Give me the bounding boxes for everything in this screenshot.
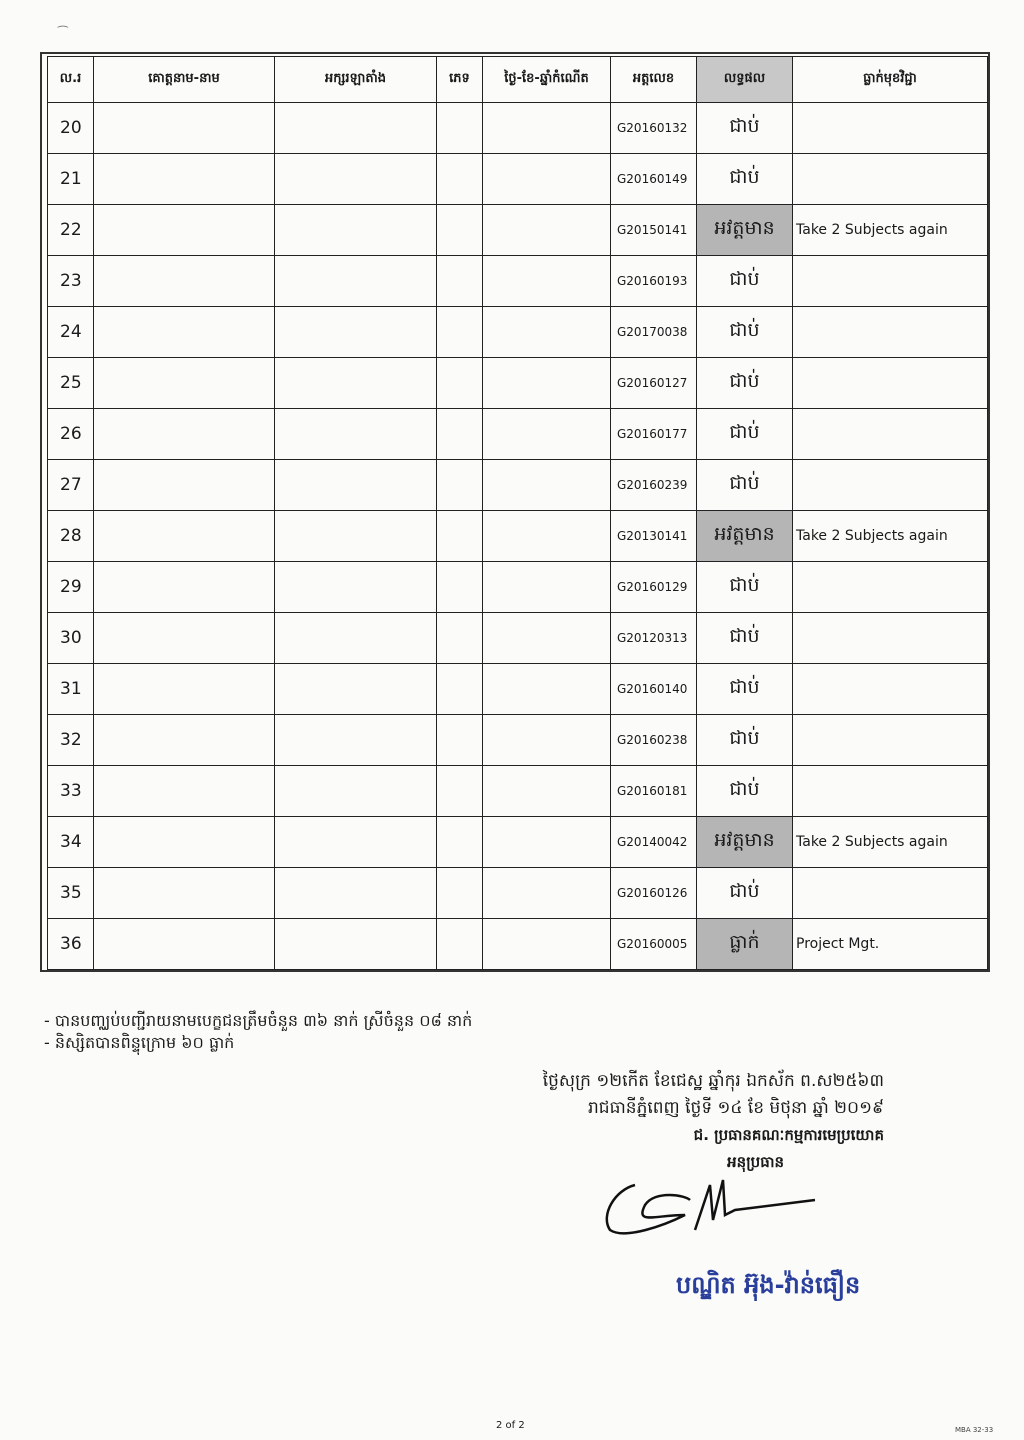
cell-latin-name [275, 103, 437, 154]
cell-result: ជាប់ [697, 613, 793, 664]
cell-dob [483, 511, 611, 562]
cell-student-id: G20160132 [611, 103, 697, 154]
cell-latin-name [275, 664, 437, 715]
cell-failed-subject [793, 103, 988, 154]
cell-dob [483, 460, 611, 511]
cell-sex [437, 511, 483, 562]
cell-khmer-name [94, 613, 275, 664]
signer-name: បណ្ឌិត អ៊ុង-វ៉ាន់ធឿន [676, 1271, 861, 1299]
cell-student-id: G20160140 [611, 664, 697, 715]
cell-dob [483, 154, 611, 205]
cell-result: ជាប់ [697, 766, 793, 817]
table-row [48, 511, 988, 562]
cell-result: អវត្តមាន [697, 817, 793, 868]
cell-latin-name [275, 715, 437, 766]
table-row [48, 664, 988, 715]
table-row [48, 103, 988, 154]
results-table-frame [40, 52, 990, 972]
cell-dob [483, 358, 611, 409]
cell-failed-subject [793, 766, 988, 817]
cell-failed-subject [793, 715, 988, 766]
table-row [48, 409, 988, 460]
cell-dob [483, 205, 611, 256]
handwritten-signature [595, 1145, 825, 1245]
cell-student-id: G20120313 [611, 613, 697, 664]
cell-failed-subject [793, 154, 988, 205]
cell-student-id: G20170038 [611, 307, 697, 358]
cell-result: ជាប់ [697, 358, 793, 409]
cell-sex [437, 358, 483, 409]
cell-latin-name [275, 868, 437, 919]
table-row [48, 256, 988, 307]
col-header-sex: ភេទ [437, 57, 483, 103]
table-row [48, 766, 988, 817]
cell-no: 29 [48, 562, 94, 613]
cell-sex [437, 205, 483, 256]
cell-no: 33 [48, 766, 94, 817]
cell-sex [437, 562, 483, 613]
cell-result: ជាប់ [697, 409, 793, 460]
cell-student-id: G20150141 [611, 205, 697, 256]
cell-failed-subject [793, 613, 988, 664]
cell-dob [483, 613, 611, 664]
cell-no: 22 [48, 205, 94, 256]
cell-failed-subject: Take 2 Subjects again [793, 205, 988, 256]
cell-sex [437, 817, 483, 868]
cell-failed-subject: Project Mgt. [793, 919, 988, 970]
cell-failed-subject [793, 256, 988, 307]
col-header-failed-subject: ធ្លាក់មុខវិជ្ជា [793, 57, 988, 103]
cell-sex [437, 154, 483, 205]
cell-result: ជាប់ [697, 307, 793, 358]
cell-no: 32 [48, 715, 94, 766]
cell-no: 20 [48, 103, 94, 154]
cell-result: ជាប់ [697, 256, 793, 307]
cell-no: 26 [48, 409, 94, 460]
cell-no: 23 [48, 256, 94, 307]
cell-sex [437, 307, 483, 358]
table-row [48, 868, 988, 919]
cell-khmer-name [94, 205, 275, 256]
cell-result: ជាប់ [697, 460, 793, 511]
cell-failed-subject: Take 2 Subjects again [793, 817, 988, 868]
cell-latin-name [275, 154, 437, 205]
cell-student-id: G20130141 [611, 511, 697, 562]
cell-result: ជាប់ [697, 154, 793, 205]
cell-dob [483, 715, 611, 766]
table-row [48, 613, 988, 664]
cell-sex [437, 868, 483, 919]
cell-khmer-name [94, 460, 275, 511]
cell-khmer-name [94, 766, 275, 817]
results-table [47, 56, 988, 970]
cell-student-id: G20140042 [611, 817, 697, 868]
table-row [48, 715, 988, 766]
cell-student-id: G20160126 [611, 868, 697, 919]
cell-dob [483, 409, 611, 460]
cell-dob [483, 103, 611, 154]
cell-failed-subject [793, 409, 988, 460]
cell-latin-name [275, 613, 437, 664]
cell-result: ជាប់ [697, 103, 793, 154]
date-lunar: ថ្ងៃសុក្រ ១២កើត ខែជេស្ឋ ឆ្នាំកុរ ឯកស័ក ព.ស២៥៦៣ [542, 1071, 884, 1091]
col-header-khmer-name: គោត្តនាម-នាម [94, 57, 275, 103]
table-body [48, 103, 988, 970]
cell-latin-name [275, 817, 437, 868]
cell-failed-subject [793, 868, 988, 919]
cell-failed-subject [793, 307, 988, 358]
cell-result: អវត្តមាន [697, 205, 793, 256]
cell-dob [483, 919, 611, 970]
table-row [48, 919, 988, 970]
col-header-latin-name: អក្សរឡាតាំង [275, 57, 437, 103]
date-solar: រាជធានីភ្នំពេញ ថ្ងៃទី ១៤ ខែ មិថុនា ឆ្នាំ ២០១៩ [588, 1098, 884, 1118]
cell-latin-name [275, 256, 437, 307]
cell-dob [483, 817, 611, 868]
cell-result: អវត្តមាន [697, 511, 793, 562]
col-header-no: ល.រ [48, 57, 94, 103]
cell-student-id: G20160181 [611, 766, 697, 817]
cell-result: ជាប់ [697, 868, 793, 919]
cell-khmer-name [94, 919, 275, 970]
table-row [48, 460, 988, 511]
cell-latin-name [275, 307, 437, 358]
cell-sex [437, 715, 483, 766]
cell-no: 28 [48, 511, 94, 562]
cell-dob [483, 307, 611, 358]
cell-latin-name [275, 766, 437, 817]
cell-failed-subject [793, 664, 988, 715]
cell-khmer-name [94, 817, 275, 868]
cell-dob [483, 664, 611, 715]
cell-sex [437, 409, 483, 460]
cell-no: 35 [48, 868, 94, 919]
cell-student-id: G20160005 [611, 919, 697, 970]
cell-student-id: G20160177 [611, 409, 697, 460]
cell-khmer-name [94, 511, 275, 562]
cell-result: ធ្លាក់ [697, 919, 793, 970]
notes [44, 1010, 472, 1054]
cell-khmer-name [94, 307, 275, 358]
cell-failed-subject: Take 2 Subjects again [793, 511, 988, 562]
cell-no: 21 [48, 154, 94, 205]
cell-khmer-name [94, 664, 275, 715]
page-code: MBA 32-33 [955, 1426, 994, 1434]
cell-result: ជាប់ [697, 562, 793, 613]
cell-latin-name [275, 460, 437, 511]
cell-student-id: G20160239 [611, 460, 697, 511]
cell-no: 24 [48, 307, 94, 358]
cell-khmer-name [94, 715, 275, 766]
cell-khmer-name [94, 358, 275, 409]
cell-result: ជាប់ [697, 664, 793, 715]
cell-latin-name [275, 919, 437, 970]
table-row [48, 358, 988, 409]
cell-dob [483, 256, 611, 307]
cell-latin-name [275, 409, 437, 460]
cell-sex [437, 919, 483, 970]
cell-sex [437, 664, 483, 715]
cell-no: 34 [48, 817, 94, 868]
cell-no: 31 [48, 664, 94, 715]
cell-khmer-name [94, 154, 275, 205]
cell-student-id: G20160238 [611, 715, 697, 766]
cell-failed-subject [793, 460, 988, 511]
cell-sex [437, 103, 483, 154]
cell-no: 30 [48, 613, 94, 664]
cell-sex [437, 613, 483, 664]
cell-student-id: G20160193 [611, 256, 697, 307]
cell-latin-name [275, 511, 437, 562]
table-header-row [48, 57, 988, 103]
cell-khmer-name [94, 103, 275, 154]
cell-khmer-name [94, 256, 275, 307]
table-row [48, 562, 988, 613]
cell-student-id: G20160129 [611, 562, 697, 613]
cell-khmer-name [94, 409, 275, 460]
cell-result: ជាប់ [697, 715, 793, 766]
cell-dob [483, 766, 611, 817]
cell-latin-name [275, 562, 437, 613]
cell-sex [437, 766, 483, 817]
scan-mark: ⁀ [58, 26, 68, 40]
table-row [48, 205, 988, 256]
table-row [48, 817, 988, 868]
table-row [48, 154, 988, 205]
cell-latin-name [275, 358, 437, 409]
cell-sex [437, 460, 483, 511]
note-line: - បានបញ្ឈប់បញ្ជីរាយនាមបេក្ខជនត្រឹមចំនួន ៣៦ នាក់ ស្រីចំនួន ០៨ នាក់ [44, 1011, 473, 1030]
cell-failed-subject [793, 562, 988, 613]
cell-khmer-name [94, 868, 275, 919]
cell-khmer-name [94, 562, 275, 613]
cell-student-id: G20160127 [611, 358, 697, 409]
cell-no: 27 [48, 460, 94, 511]
cell-no: 25 [48, 358, 94, 409]
note-line: - និស្សិតបានពិន្ទុក្រោម ៦០ ធ្លាក់ [44, 1033, 235, 1052]
cell-student-id: G20160149 [611, 154, 697, 205]
page-number: 2 of 2 [496, 1420, 525, 1431]
col-header-dob: ថ្ងៃ-ខែ-ឆ្នាំកំណើត [483, 57, 611, 103]
cell-failed-subject [793, 358, 988, 409]
cell-no: 36 [48, 919, 94, 970]
signatory-subrole: អនុប្រធាន [727, 1153, 784, 1171]
cell-dob [483, 868, 611, 919]
table-row [48, 307, 988, 358]
signatory-role: ជ. ប្រធានគណៈកម្មការមេប្រយោគ [693, 1126, 884, 1144]
cell-sex [437, 256, 483, 307]
col-header-id: អត្តលេខ [611, 57, 697, 103]
cell-dob [483, 562, 611, 613]
col-header-result: លទ្ធផល [697, 57, 793, 103]
cell-latin-name [275, 205, 437, 256]
